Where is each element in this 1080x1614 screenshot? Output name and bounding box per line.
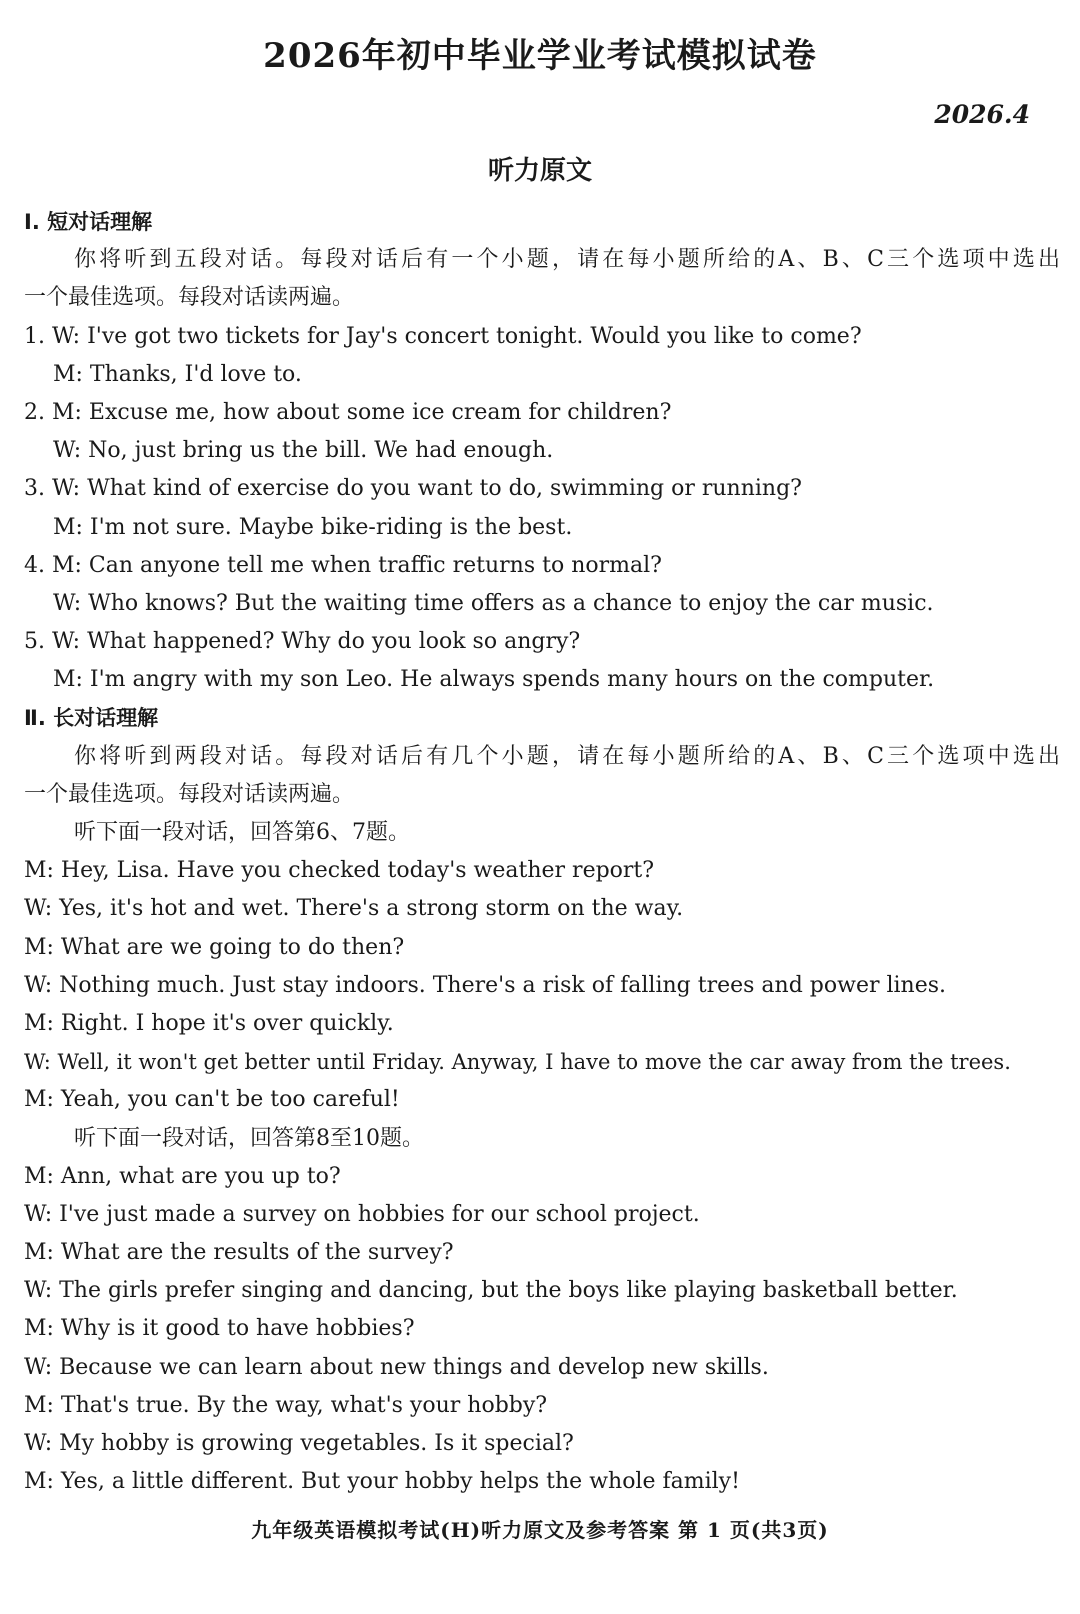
dialogue-line: 4. M: Can anyone tell me when traffic returns to normal? [24, 552, 662, 578]
section2-instructions: 你将听到两段对话。每段对话后有几个小题，请在每小题所给的A、B、C三个选项中选出 [74, 743, 1060, 769]
dialogue-line: M: Yes, a little different. But your hobby helps the whole family! [24, 1469, 740, 1495]
dialogue-line: M: Yeah, you can't be too careful! [24, 1087, 400, 1113]
section-heading-short-dialogues: Ⅰ. 短对话理解 [24, 210, 153, 234]
dialogue-line: W: I've just made a survey on hobbies for our school project. [24, 1201, 700, 1227]
dialogue-line: M: Ann, what are you up to? [24, 1163, 341, 1189]
page-footer: 九年级英语模拟考试(H)听力原文及参考答案 第 1 页(共3页) [251, 1518, 829, 1542]
dialogue-intro: 听下面一段对话，回答第6、7题。 [74, 820, 410, 845]
dialogue-line: W: Because we can learn about new things and develop new skills. [24, 1354, 769, 1380]
dialogue-line: W: Nothing much. Just stay indoors. There's a risk of falling trees and power lines. [24, 972, 947, 998]
dialogue-line: M: That's true. By the way, what's your hobby? [24, 1392, 548, 1418]
dialogue-line: 3. W: What kind of exercise do you want to do, swimming or running? [24, 476, 802, 502]
section1-instructions: 你将听到五段对话。每段对话后有一个小题，请在每小题所给的A、B、C三个选项中选出 [74, 247, 1060, 273]
section-heading-long-dialogues: Ⅱ. 长对话理解 [24, 706, 159, 731]
section1-instructions-cont: 一个最佳选项。每段对话读两遍。 [24, 285, 355, 311]
dialogue-line: M: Right. I hope it's over quickly. [24, 1010, 394, 1036]
page-subtitle: 听力原文 [487, 156, 592, 186]
exam-date: 2026.4 [934, 100, 1030, 129]
dialogue-line: M: I'm not sure. Maybe bike-riding is the best. [53, 514, 573, 540]
dialogue-line: 1. W: I've got two tickets for Jay's concert tonight. Would you like to come? [24, 323, 862, 349]
dialogue-line: M: Why is it good to have hobbies? [24, 1316, 415, 1342]
dialogue-line: W: Yes, it's hot and wet. There's a strong storm on the way. [24, 896, 684, 922]
dialogue-line: M: Thanks, I'd love to. [53, 361, 302, 387]
dialogue-intro: 听下面一段对话，回答第8至10题。 [74, 1125, 424, 1151]
dialogue-line: W: The girls prefer singing and dancing, but the boys like playing basketball better. [24, 1278, 958, 1304]
dialogue-line: 5. W: What happened? Why do you look so angry? [24, 629, 581, 655]
section2-instructions-cont: 一个最佳选项。每段对话读两遍。 [24, 781, 355, 807]
dialogue-line: W: Well, it won't get better until Friday. Anyway, I have to move the car away from the trees. [24, 1050, 1011, 1075]
dialogue-line: W: My hobby is growing vegetables. Is it special? [24, 1431, 574, 1456]
dialogue-line: 2. M: Excuse me, how about some ice cream for children? [24, 399, 672, 425]
dialogue-line: M: I'm angry with my son Leo. He always spends many hours on the computer. [53, 667, 935, 693]
dialogue-line: M: What are the results of the survey? [24, 1240, 454, 1266]
page-title: 2026年初中毕业学业考试模拟试卷 [263, 36, 817, 76]
dialogue-line: W: Who knows? But the waiting time offers as a chance to enjoy the car music. [53, 590, 934, 616]
dialogue-line: W: No, just bring us the bill. We had enough. [53, 438, 554, 464]
dialogue-line: M: Hey, Lisa. Have you checked today's weather report? [24, 858, 655, 884]
dialogue-line: M: What are we going to do then? [24, 934, 405, 960]
transcript-body [24, 203, 1060, 1501]
